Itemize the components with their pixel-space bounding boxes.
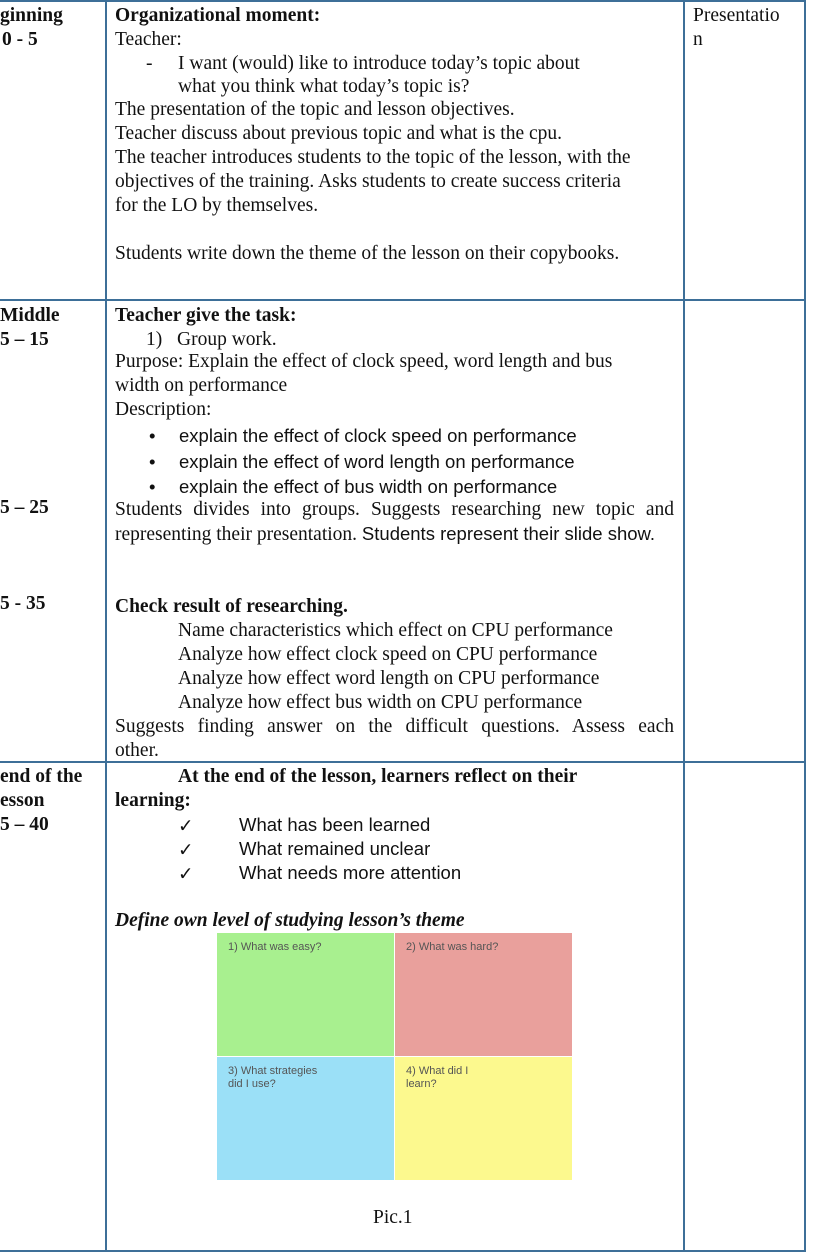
time-beginning: 0 - 5: [2, 29, 38, 50]
reflection-item: What needs more attention: [239, 862, 462, 883]
check-heading: Check result of researching.: [115, 596, 348, 617]
quadrant-easy: [217, 933, 394, 1056]
groups-line-2-end: Students represent their slide show.: [361, 523, 656, 544]
task-number: 1): [146, 329, 163, 350]
purpose-line-2: width on performance: [115, 375, 288, 396]
check-mark-icon: ✓: [178, 815, 194, 836]
beginning-line: Teacher discuss about previous topic and what is the cpu.: [115, 123, 563, 144]
intro-line-2: what you think what today’s topic is?: [178, 76, 470, 97]
bullet-item: explain the effect of bus width on performance: [179, 476, 558, 497]
resource-presentation-2: n: [693, 29, 703, 50]
time-middle-3: 5 - 35: [0, 593, 46, 614]
bullet-dot: •: [149, 451, 156, 472]
task-group-work: Group work.: [177, 329, 277, 350]
suggest-line-1: Suggests finding answer on the difficult questions. Assess each: [115, 716, 674, 737]
quadrant-strategies: [217, 1057, 394, 1180]
teacher-label: Teacher:: [115, 29, 182, 50]
purpose-line-1: Purpose: Explain the effect of clock speed, word length and bus: [115, 351, 613, 372]
reflection-quadrant-figure: [217, 933, 572, 1180]
groups-line-1: Students divides into groups. Suggests researching new topic and: [115, 499, 674, 520]
column-divider-2: [683, 0, 685, 1252]
check-item: Analyze how effect bus width on CPU performance: [178, 692, 583, 713]
time-middle-2: 5 – 25: [0, 497, 49, 518]
beginning-line: The teacher introduces students to the topic of the lesson, with the: [115, 147, 631, 168]
row-divider-1: [0, 299, 806, 301]
organizational-heading: Organizational moment:: [115, 5, 321, 26]
reflection-item: What has been learned: [239, 814, 431, 835]
groups-line-2: [115, 522, 655, 547]
reflection-heading-2: learning:: [115, 790, 191, 811]
quadrant-label: 4) What did I learn?: [406, 1065, 469, 1090]
quadrant-label: 1) What was easy?: [228, 941, 322, 953]
bullet-item: explain the effect of clock speed on performance: [179, 425, 577, 446]
stage-end-2: esson: [0, 790, 45, 811]
resource-presentation-1: Presentatio: [693, 5, 780, 26]
check-mark-icon: ✓: [178, 839, 194, 860]
picture-caption: Pic.1: [373, 1207, 413, 1228]
check-item: Name characteristics which effect on CPU performance: [178, 620, 613, 641]
suggest-line-2: other.: [115, 740, 159, 761]
stage-middle: Middle: [0, 305, 60, 326]
beginning-line: The presentation of the topic and lesson objectives.: [115, 99, 515, 120]
reflection-heading-1: At the end of the lesson, learners reflect on their: [178, 766, 578, 787]
bullet-dot: •: [149, 476, 156, 497]
check-item: Analyze how effect clock speed on CPU performance: [178, 644, 598, 665]
beginning-line: objectives of the training. Asks students to create success criteria: [115, 171, 621, 192]
table-top-border: [0, 0, 806, 2]
dash-marker: -: [146, 53, 153, 74]
quadrant-label: 3) What strategies did I use?: [228, 1065, 318, 1090]
table-bottom-border: [0, 1250, 806, 1252]
table-right-border: [804, 0, 806, 1252]
beginning-line: for the LO by themselves.: [115, 195, 319, 216]
task-heading: Teacher give the task:: [115, 305, 297, 326]
bullet-dot: •: [149, 425, 156, 446]
column-divider-1: [105, 0, 107, 1252]
quadrant-label: 2) What was hard?: [406, 941, 499, 953]
define-heading: Define own level of studying lesson’s theme: [115, 910, 465, 931]
description-label: Description:: [115, 399, 212, 420]
groups-line-2-start: representing their presentation.: [115, 524, 358, 545]
bullet-item: explain the effect of word length on performance: [179, 451, 575, 472]
quadrant-learn: [395, 1057, 572, 1180]
reflection-item: What remained unclear: [239, 838, 431, 859]
quadrant-hard: [395, 933, 572, 1056]
stage-end-1: end of the: [0, 766, 83, 787]
copybook-line: Students write down the theme of the lesson on their copybooks.: [115, 243, 620, 264]
time-middle-1: 5 – 15: [0, 329, 49, 350]
stage-beginning: ginning: [0, 5, 63, 26]
check-item: Analyze how effect word length on CPU performance: [178, 668, 600, 689]
check-mark-icon: ✓: [178, 863, 194, 884]
time-end: 5 – 40: [0, 814, 49, 835]
intro-line-1: I want (would) like to introduce today’s topic about: [178, 53, 580, 74]
